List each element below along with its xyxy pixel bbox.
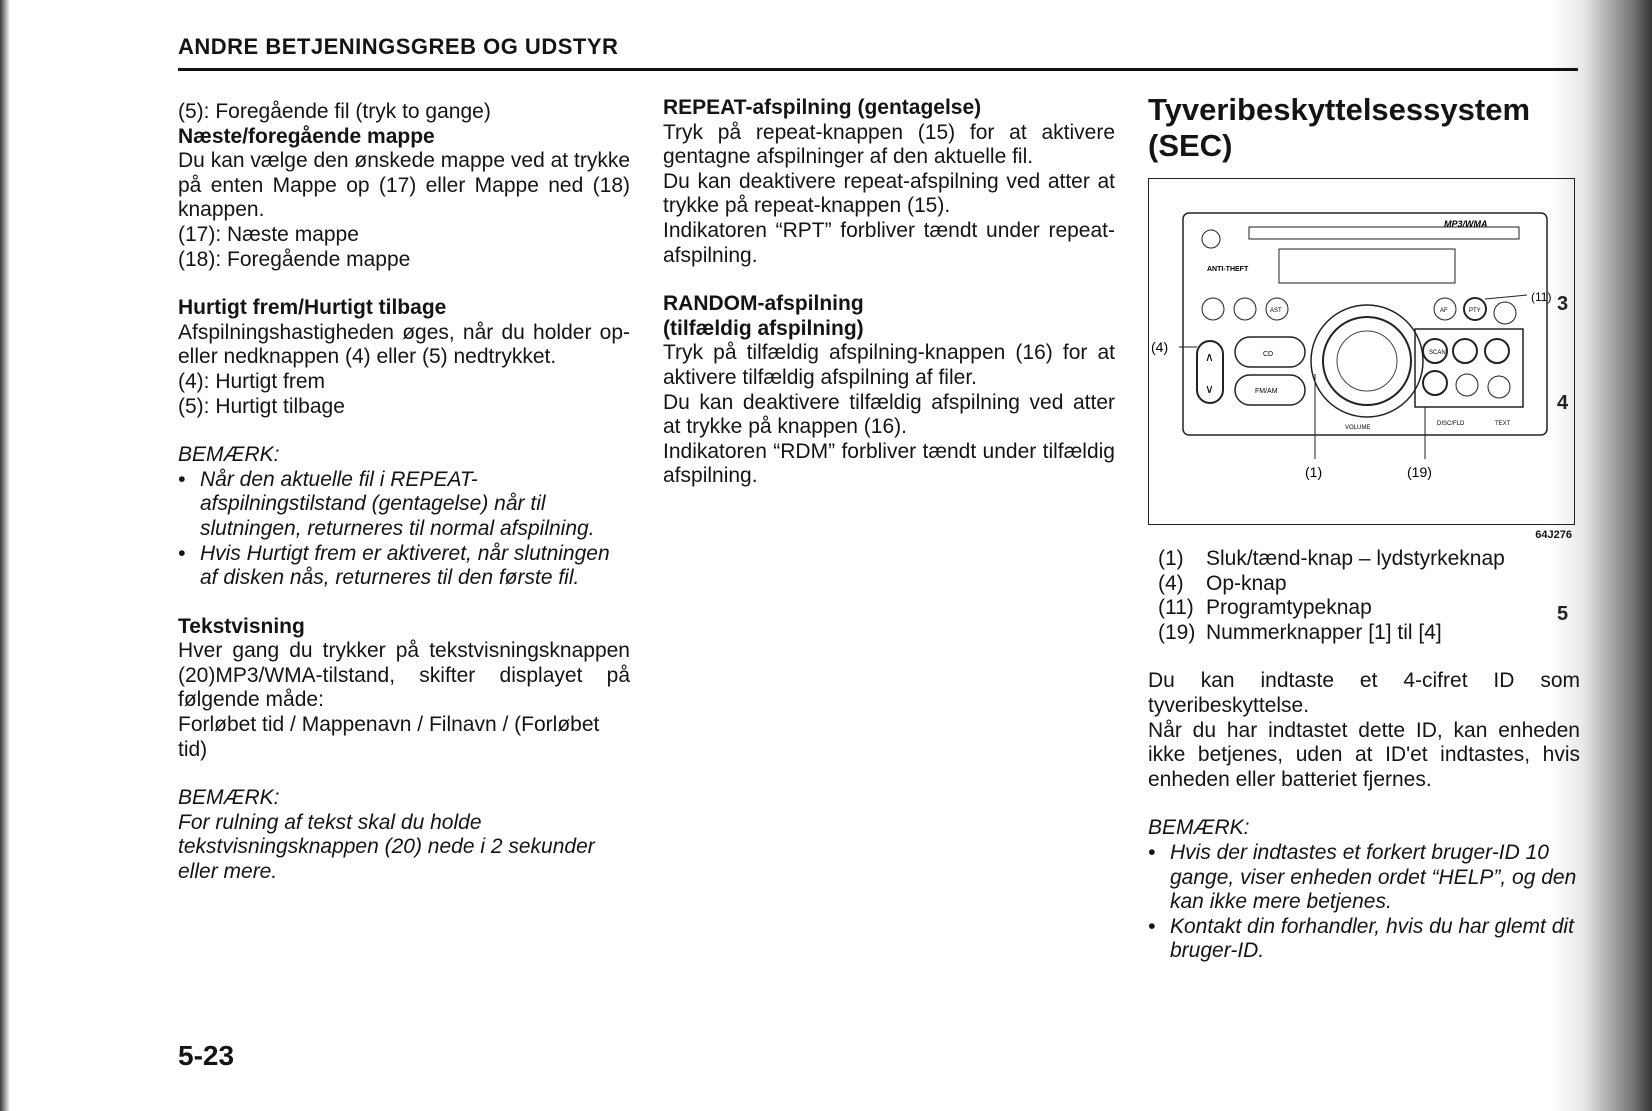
sec-paragraph: Når du har indtastet dette ID, kan enheden ikke betjenes, uden at ID'et indtastes, hvis enheden eller batteriet fjernes. [1148,718,1580,791]
svg-text:∧: ∧ [1205,350,1214,364]
text-sequence: Forløbet tid / Mappenavn / Filnavn / (Forløbet tid) [178,713,600,761]
column-middle [663,96,1115,489]
note-text: For rulning af tekst skal du holde tekstvisningsknappen (20) nede i 2 sekunder eller mere. [178,810,595,884]
radio-figure [1148,178,1575,542]
note-bullet: • Kontakt din forhandler, hvis du har glemt dit bruger-ID. [1148,914,1574,963]
figure-legend [1158,547,1580,645]
af-label: AF [1440,308,1448,314]
page-number: 5-23 [178,1040,235,1071]
folder-heading: Næste/foregående mappe [178,124,435,148]
callout-19: (19) [1407,464,1432,480]
cd-label: CD [1263,351,1274,358]
note-bullet: • Når den aktuelle fil i REPEAT-afspilningstilstand (gentagelse) når til slutningen, returneres til normal afspilning. [178,467,595,540]
legend-item: (19) Nummerknapper [1] til [4] [1158,620,1442,644]
callout-11: (11) [1531,290,1552,304]
note-bullet: • Hvis Hurtigt frem er aktiveret, når slutningen af disken nås, returneres til den første fil. [178,541,610,590]
folder-item: (18): Foregående mappe [178,247,411,271]
callout-4: (4) [1151,339,1169,355]
column-left [178,100,630,885]
fast-text: Afspilningshastigheden øges, når du holder op- eller nedknappen (4) eller (5) nedtrykket. [178,320,630,369]
scan-shadow-left [0,0,10,1111]
pty-label: PTY [1469,308,1481,314]
section-title-abbr: (SEC) [1148,128,1233,163]
random-paragraph: Tryk på tilfældig afspilning-knappen (16) for at aktivere tilfældig afspilning af filer. [663,341,1115,389]
text-paragraph: Hver gang du trykker på tekstvisningsknappen (20)MP3/WMA-tilstand, skifter displayet på følgende måde: [178,639,630,712]
scan-label: SCAN [1429,350,1446,356]
text-heading: Tekstvisning [178,614,305,638]
volume-label: VOLUME [1345,425,1371,431]
random-paragraph: Indikatoren “RDM” forbliver tændt under tilfældig afspilning. [663,439,1115,488]
repeat-heading: REPEAT-afspilning (gentagelse) [663,96,982,119]
folder-text: Du kan vælge den ønskede mappe ved at trykke på enten Mappe op (17) eller Mappe ned (18) knappen. [178,149,630,222]
page-header: ANDRE BETJENINGSGREB OG UDSTYR [178,34,619,59]
svg-text:∨: ∨ [1205,382,1214,396]
sec-paragraph: Du kan indtaste et 4-cifret ID som tyveribeskyttelse. [1148,669,1580,717]
edge-mark: 4 [1557,392,1569,414]
repeat-paragraph: Tryk på repeat-knappen (15) for at aktivere gentagne afspilninger af den aktuelle fil. [663,120,1115,169]
note-label: BEMÆRK: [178,786,280,810]
note-label: BEMÆRK: [1148,816,1250,840]
section-title: Tyveribeskyttelsessystem [1148,92,1531,127]
edge-mark: 5 [1557,603,1569,625]
header-rule [178,68,1578,71]
folder-item: (17): Næste mappe [178,222,359,246]
legend-item: (4) Op-knap [1158,571,1287,595]
repeat-paragraph: Du kan deaktivere repeat-afspilning ved atter at trykke på repeat-knappen (15). [663,169,1115,218]
note-label: BEMÆRK: [178,443,280,467]
callout-1: (1) [1305,464,1323,480]
text-label: TEXT [1495,421,1511,427]
brand-label: MP3/WMA [1444,219,1488,229]
random-paragraph: Du kan deaktivere tilfældig afspilning ved atter at trykke på knappen (16). [663,390,1115,439]
fast-item: (5): Hurtigt tilbage [178,394,345,418]
edge-mark: 3 [1557,293,1569,315]
legend-item: (11) Programtypeknap [1158,596,1372,620]
random-heading: RANDOM-afspilning [663,292,864,316]
repeat-paragraph: Indikatoren “RPT” forbliver tændt under repeat-afspilning. [663,218,1115,267]
fast-heading: Hurtigt frem/Hurtigt tilbage [178,296,447,320]
legend-item: (1) Sluk/tænd-knap – lydstyrkeknap [1158,547,1505,570]
disc-fld-label: DISC/FLD [1437,421,1465,427]
column-right [1148,92,1580,964]
intro-line: (5): Foregående fil (tryk to gange) [178,100,491,123]
radio-panel-illustration [1149,179,1574,524]
note-bullet: • Hvis der indtastes et forkert bruger-ID 10 gange, viser enheden ordet “HELP”, og den kan ikke mere betjenes. [1148,840,1577,914]
ast-label: AST [1270,308,1282,314]
fast-item: (4): Hurtigt frem [178,369,326,393]
random-subheading: (tilfældig afspilning) [663,316,864,340]
anti-theft-label: ANTI-THEFT [1207,266,1249,273]
fm-am-label: FM/AM [1255,388,1278,395]
figure-code: 64J276 [1535,529,1572,542]
